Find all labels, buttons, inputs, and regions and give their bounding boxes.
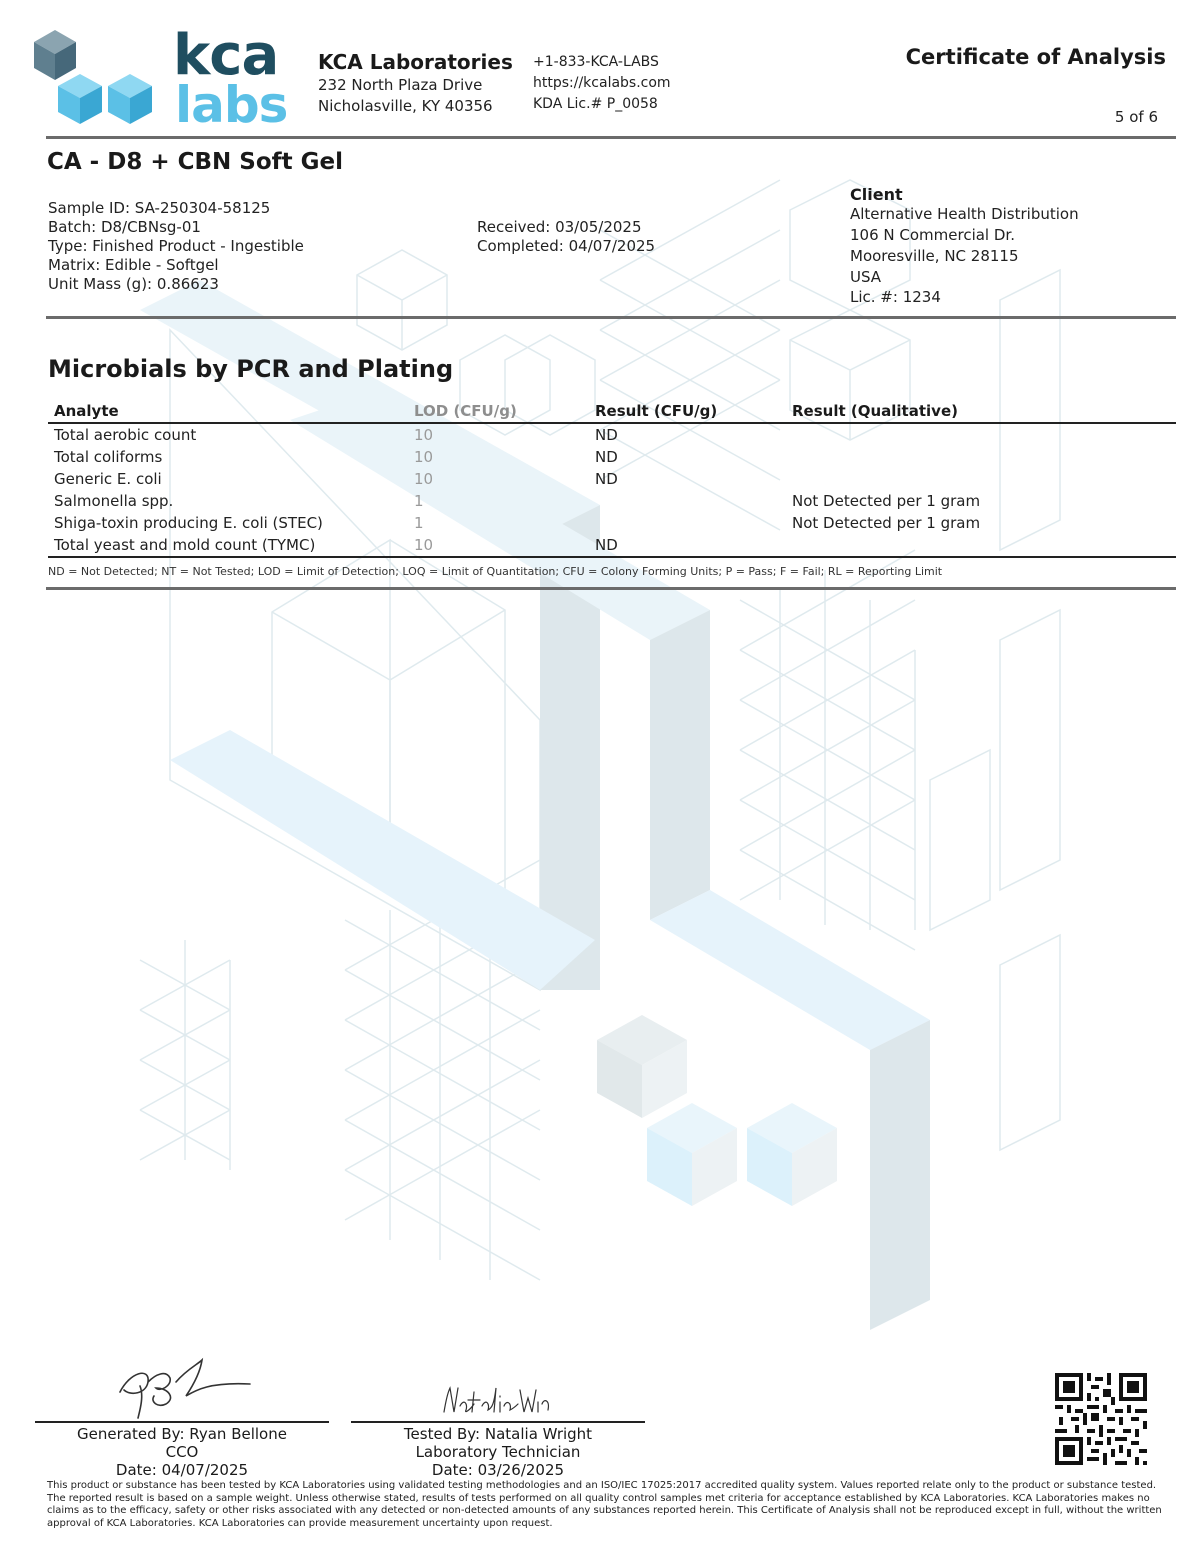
lab-address-line2: Nicholasville, KY 40356 xyxy=(318,97,493,115)
qualitative-cell xyxy=(786,534,1176,557)
analyte-cell: Total aerobic count xyxy=(54,426,197,444)
result-cell: ND xyxy=(595,470,618,488)
logo-word-labs: labs xyxy=(175,76,288,134)
generated-by: Generated By: Ryan Bellone xyxy=(77,1425,287,1443)
result-cell: ND xyxy=(595,426,618,444)
sample-type: Type: Finished Product - Ingestible xyxy=(48,237,304,255)
lod-cell: 1 xyxy=(414,514,424,532)
column-header-result: Result (CFU/g) xyxy=(589,400,786,423)
qualitative-cell: Not Detected per 1 gram xyxy=(792,514,981,532)
batch: Batch: D8/CBNsg-01 xyxy=(48,218,201,236)
analyte-cell: Salmonella spp. xyxy=(54,492,174,510)
qr-code-icon[interactable] xyxy=(1055,1373,1147,1465)
lab-name: KCA Laboratories xyxy=(318,50,513,74)
client-street: 106 N Commercial Dr. xyxy=(850,226,1015,244)
lod-cell: 10 xyxy=(408,534,589,557)
header-divider xyxy=(46,136,1176,139)
client-license: Lic. #: 1234 xyxy=(850,288,941,306)
product-name: CA - D8 + CBN Soft Gel xyxy=(47,149,344,175)
column-header-lod: LOD (CFU/g) xyxy=(408,400,589,423)
qualitative-cell xyxy=(786,468,1176,490)
table-row xyxy=(48,490,1176,512)
tested-date: Date: 03/26/2025 xyxy=(431,1461,565,1479)
analyte-cell: Shiga-toxin producing E. coli (STEC) xyxy=(54,514,323,532)
kca-cubes-logo xyxy=(30,28,155,128)
section-title: Microbials by PCR and Plating xyxy=(48,355,454,383)
lab-phone: +1-833-KCA-LABS xyxy=(533,54,659,70)
qualitative-cell xyxy=(786,446,1176,468)
table-row xyxy=(48,534,1176,557)
lod-cell: 10 xyxy=(414,426,434,444)
qualitative-cell xyxy=(786,423,1176,446)
received-date: Received: 03/05/2025 xyxy=(477,218,642,236)
result-cell: ND xyxy=(589,534,786,557)
generated-title: CCO xyxy=(165,1443,199,1461)
lab-license: KDA Lic.# P_0058 xyxy=(533,96,658,112)
legal-disclaimer: This product or substance has been tested by KCA Laboratories using validated testing methodologies and an ISO/IEC 17025:2017 accredited quality system. Values reported relate only to the product or substance tested. The reported result is based on a sample weight. Unless otherwise stated, results of tests performed on all quality control samples met criteria for acceptance established by KCA Laboratories. KCA Laboratories makes no claims as to the efficacy, safety or other risks associated with any detected or non-detected amounts of any substances reported herein. This Certificate of Analysis shall not be reproduced except in full, without the written approval of KCA Laboratories. KCA Laboratories can provide measurement uncertainty upon request. xyxy=(47,1480,1162,1529)
qualitative-cell: Not Detected per 1 gram xyxy=(792,492,981,510)
tested-by: Tested By: Natalia Wright xyxy=(403,1425,593,1443)
analyte-cell: Generic E. coli xyxy=(54,470,162,488)
column-header-qualitative: Result (Qualitative) xyxy=(786,400,1176,423)
document-title: Certificate of Analysis xyxy=(905,45,1166,69)
lab-website[interactable]: https://kcalabs.com xyxy=(533,75,671,91)
analyte-cell: Total yeast and mold count (TYMC) xyxy=(48,534,408,557)
client-city: Mooresville, NC 28115 xyxy=(850,247,1019,265)
analyte-cell: Total coliforms xyxy=(54,448,163,466)
lod-cell: 1 xyxy=(414,492,424,510)
abbreviations-footnote: ND = Not Detected; NT = Not Tested; LOD = Limit of Detection; LOQ = Limit of Quantitation; CFU = Colony Forming Units; P = Pass; F = Fail; RL = Reporting Limit xyxy=(48,565,943,578)
section-divider xyxy=(46,587,1176,590)
lab-address-line1: 232 North Plaza Drive xyxy=(318,76,483,94)
tested-title: Laboratory Technician xyxy=(415,1443,581,1461)
unit-mass: Unit Mass (g): 0.86623 xyxy=(48,275,219,293)
generated-signature-line xyxy=(35,1421,329,1423)
client-name: Alternative Health Distribution xyxy=(850,205,1079,223)
microbials-table xyxy=(48,400,1176,558)
table-row xyxy=(48,446,1176,468)
generated-signature xyxy=(110,1352,255,1422)
result-cell xyxy=(589,512,786,534)
completed-date: Completed: 04/07/2025 xyxy=(477,237,656,255)
page-number: 5 of 6 xyxy=(1114,108,1158,126)
generated-date: Date: 04/07/2025 xyxy=(115,1461,249,1479)
table-row xyxy=(48,512,1176,534)
logo-word-kca: kca xyxy=(173,23,279,88)
tested-signature-line xyxy=(351,1421,645,1423)
result-cell: ND xyxy=(595,448,618,466)
lod-cell: 10 xyxy=(414,470,434,488)
column-header-analyte: Analyte xyxy=(48,400,408,423)
table-row xyxy=(48,423,1176,446)
info-divider xyxy=(46,316,1176,319)
client-country: USA xyxy=(850,268,882,286)
lod-cell: 10 xyxy=(414,448,434,466)
table-header-row xyxy=(48,400,1176,423)
matrix: Matrix: Edible - Softgel xyxy=(48,256,219,274)
tested-signature xyxy=(440,1384,555,1420)
result-cell xyxy=(589,490,786,512)
table-row xyxy=(48,468,1176,490)
sample-id: Sample ID: SA-250304-58125 xyxy=(48,199,271,217)
client-heading: Client xyxy=(850,185,903,204)
